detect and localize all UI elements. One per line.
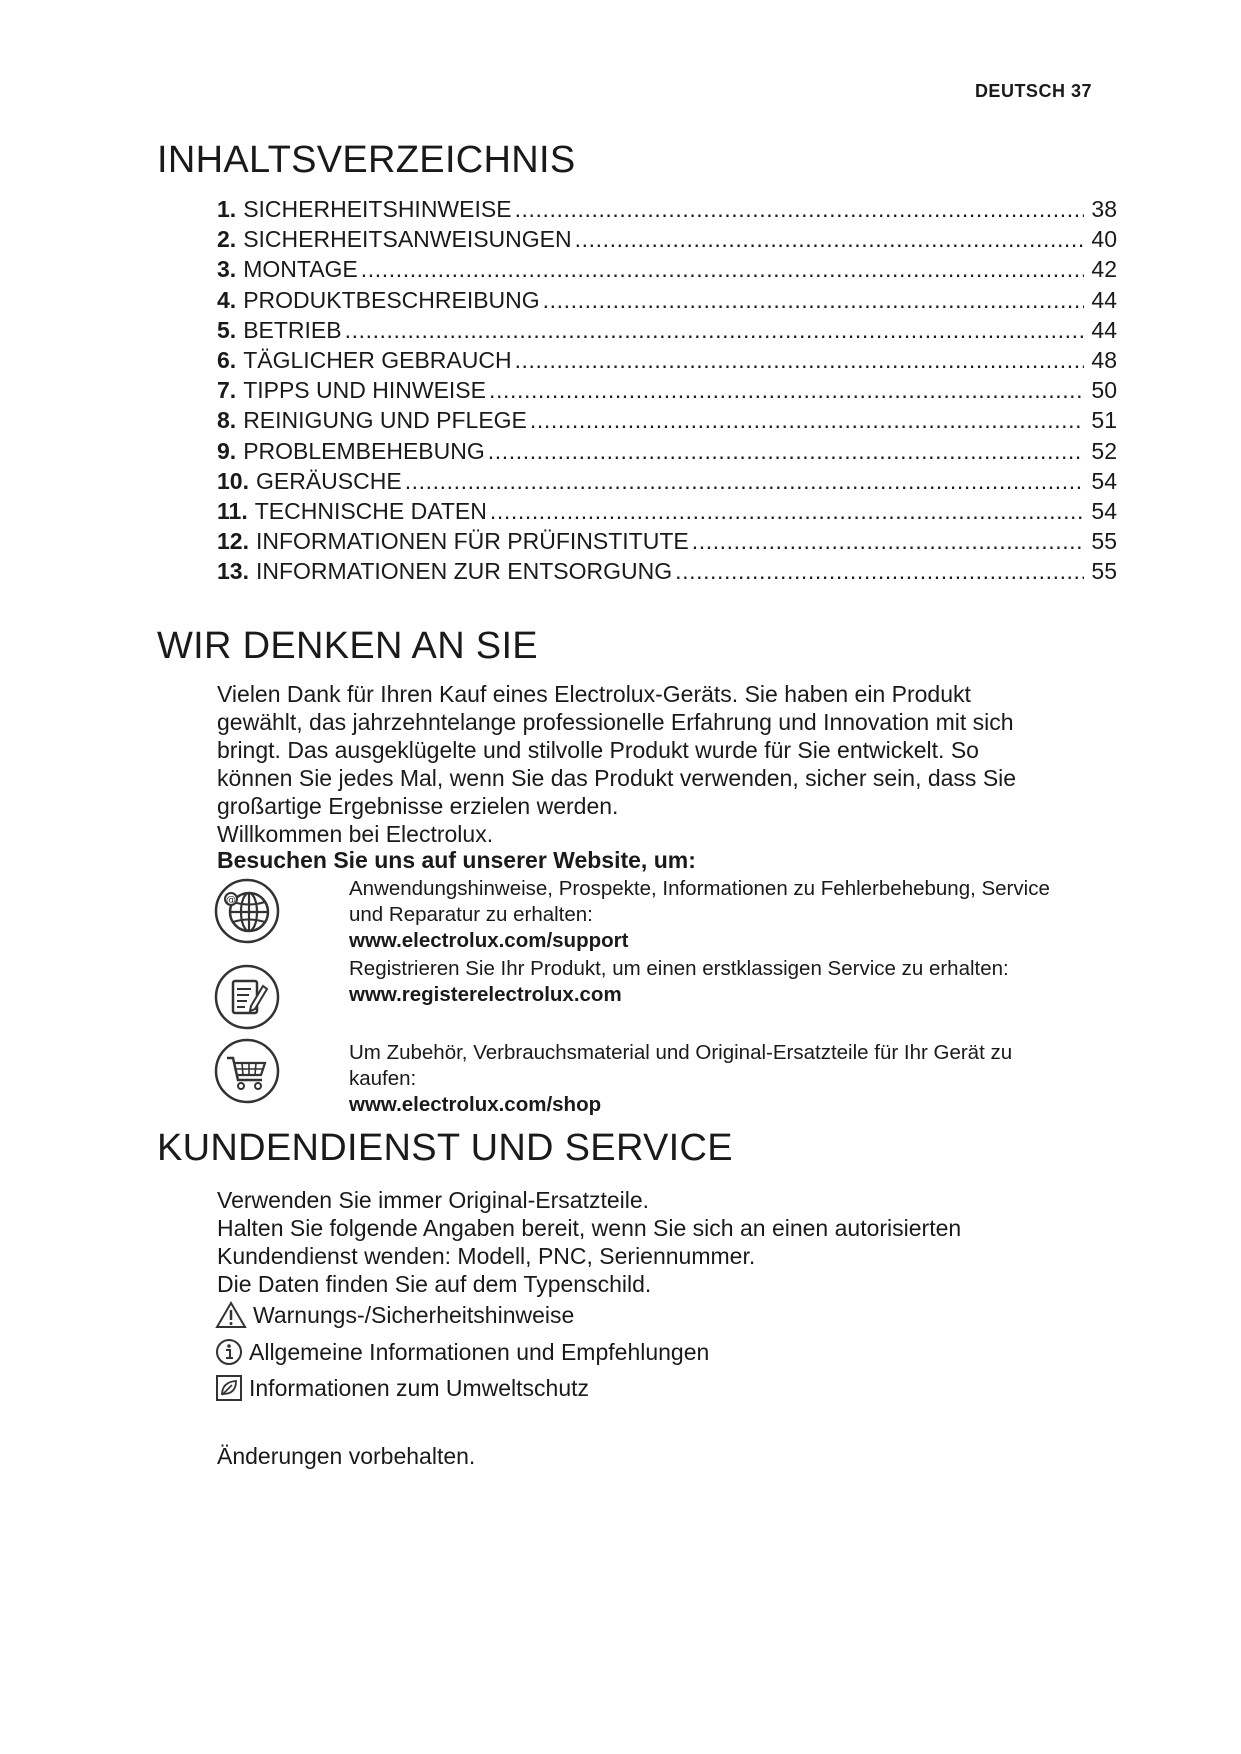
register-url[interactable]: www.registerelectrolux.com — [349, 983, 622, 1006]
header-language: DEUTSCH — [974, 81, 1066, 101]
toc-leader-dots — [675, 558, 1084, 585]
toc-entry-number: 9. — [217, 437, 237, 464]
toc-entry-number: 6. — [217, 346, 237, 373]
welcome-line: gewählt, das jahrzehntelange professionelle Erfahrung und Innovation mit sich — [217, 709, 1014, 735]
service-line: Verwenden Sie immer Original-Ersatzteile. — [217, 1187, 650, 1213]
service-title: KUNDENDIENST UND SERVICE — [157, 1127, 733, 1169]
toc-entry[interactable] — [217, 528, 1117, 558]
welcome-line: bringt. Das ausgeklügelte und stilvolle Produkt wurde für Sie entwickelt. So — [217, 737, 979, 763]
toc-entry-number: 11. — [217, 497, 248, 524]
legend-warning — [215, 1301, 574, 1329]
toc-leader-dots — [692, 528, 1084, 555]
toc-entry[interactable] — [217, 196, 1117, 226]
toc-entry-label: SICHERHEITSANWEISUNGEN — [243, 226, 572, 253]
footnote: Änderungen vorbehalten. — [217, 1443, 476, 1469]
shop-link-text — [349, 1040, 1241, 1118]
toc-entry-page: 55 — [1091, 528, 1117, 555]
toc-entry-page: 55 — [1091, 558, 1117, 585]
welcome-line: großartige Ergebnisse erzielen werden. — [217, 793, 619, 819]
svg-text:@: @ — [226, 895, 236, 906]
toc-entry-page: 54 — [1091, 497, 1117, 524]
toc-entry[interactable] — [217, 256, 1117, 286]
toc-entry-page: 52 — [1091, 437, 1117, 464]
info-icon — [215, 1338, 243, 1366]
welcome-line: Willkommen bei Electrolux. — [217, 821, 494, 847]
service-paragraph — [217, 1186, 1117, 1298]
toc-entry-label: PRODUKTBESCHREIBUNG — [243, 286, 540, 313]
toc-entry-label: INFORMATIONEN FÜR PRÜFINSTITUTE — [255, 528, 689, 555]
support-link-line2: und Reparatur zu erhalten: — [349, 903, 593, 926]
toc-leader-dots — [543, 287, 1084, 314]
toc-entry-label: BETRIEB — [243, 316, 342, 343]
service-line: Halten Sie folgende Angaben bereit, wenn Sie sich an einen autorisierten — [217, 1215, 962, 1241]
shop-link-line1: Um Zubehör, Verbrauchsmaterial und Original-Ersatzteile für Ihr Gerät zu — [349, 1041, 1013, 1064]
toc-leader-dots — [361, 256, 1084, 283]
service-line: Kundendienst wenden: Modell, PNC, Seriennummer. — [217, 1243, 756, 1269]
toc-entry-number: 10. — [217, 467, 249, 494]
support-link-text — [349, 876, 1241, 954]
toc-entry[interactable] — [217, 287, 1117, 317]
toc-entry-page: 40 — [1091, 226, 1117, 253]
toc-entry-page: 50 — [1091, 377, 1117, 404]
legend-warning-label: Warnungs-/Sicherheitshinweise — [253, 1301, 575, 1328]
page-header — [975, 81, 1092, 102]
service-line: Die Daten finden Sie auf dem Typenschild. — [217, 1271, 652, 1297]
toc-leader-dots — [515, 347, 1084, 374]
environment-icon — [215, 1374, 243, 1402]
legend-environment — [215, 1374, 589, 1402]
welcome-paragraph — [217, 680, 1117, 848]
toc-title: INHALTSVERZEICHNIS — [157, 139, 576, 181]
toc-entry-label: MONTAGE — [243, 256, 358, 283]
legend-info — [215, 1338, 709, 1366]
toc-entry-number: 8. — [217, 407, 237, 434]
toc-entry[interactable] — [217, 407, 1117, 437]
toc-entry-label: TECHNISCHE DATEN — [254, 497, 487, 524]
toc-entry[interactable] — [217, 498, 1117, 528]
welcome-line: Vielen Dank für Ihren Kauf eines Electrolux-Geräts. Sie haben ein Produkt — [217, 681, 971, 707]
toc-entry-label: PROBLEMBEHEBUNG — [243, 437, 485, 464]
toc-entry-number: 13. — [217, 558, 249, 585]
toc-leader-dots — [489, 377, 1084, 404]
toc-entry[interactable] — [217, 226, 1117, 256]
toc-entry-number: 1. — [217, 196, 237, 222]
globe-icon — [214, 878, 280, 944]
toc-leader-dots — [575, 226, 1084, 253]
table-of-contents — [217, 196, 1117, 588]
legend-info-label: Allgemeine Informationen und Empfehlungen — [249, 1338, 710, 1365]
toc-entry[interactable] — [217, 317, 1117, 347]
toc-entry-label: SICHERHEITSHINWEISE — [243, 196, 512, 222]
toc-leader-dots — [488, 438, 1084, 465]
shop-link-line2: kaufen: — [349, 1067, 417, 1090]
toc-leader-dots — [490, 498, 1084, 525]
toc-entry[interactable] — [217, 377, 1117, 407]
toc-entry-label: TÄGLICHER GEBRAUCH — [243, 346, 512, 373]
toc-entry-label: REINIGUNG UND PFLEGE — [243, 407, 527, 434]
toc-entry-number: 12. — [217, 528, 249, 555]
welcome-title: WIR DENKEN AN SIE — [157, 625, 538, 667]
toc-entry-page: 51 — [1091, 407, 1117, 434]
toc-entry-number: 4. — [217, 286, 237, 313]
toc-leader-dots — [345, 317, 1084, 344]
toc-entry-number: 2. — [217, 226, 237, 253]
toc-entry-page: 54 — [1091, 467, 1117, 494]
shop-url[interactable]: www.electrolux.com/shop — [349, 1093, 602, 1116]
toc-leader-dots — [405, 468, 1084, 495]
toc-entry[interactable] — [217, 438, 1117, 468]
register-icon — [214, 964, 280, 1030]
toc-entry-number: 3. — [217, 256, 237, 283]
visit-heading: Besuchen Sie uns auf unserer Website, um: — [217, 847, 696, 873]
toc-entry-label: TIPPS UND HINWEISE — [243, 377, 486, 404]
register-link-text — [349, 956, 1241, 1008]
register-link-line1: Registrieren Sie Ihr Produkt, um einen erstklassigen Service zu erhalten: — [349, 957, 1009, 980]
header-page-number: 37 — [1070, 81, 1092, 101]
toc-entry-number: 7. — [217, 377, 237, 404]
cart-icon — [214, 1038, 280, 1104]
legend-environment-label: Informationen zum Umweltschutz — [249, 1374, 590, 1401]
toc-entry-page: 44 — [1091, 286, 1117, 313]
warning-icon — [215, 1301, 247, 1329]
toc-entry-number: 5. — [217, 316, 237, 343]
toc-leader-dots — [530, 407, 1084, 434]
toc-entry[interactable] — [217, 347, 1117, 377]
toc-entry-label: GERÄUSCHE — [255, 467, 402, 494]
support-link-line1: Anwendungshinweise, Prospekte, Informationen zu Fehlerbehebung, Service — [349, 877, 1050, 900]
toc-entry-page: 44 — [1091, 316, 1117, 343]
support-url[interactable]: www.electrolux.com/support — [349, 929, 629, 952]
welcome-line: können Sie jedes Mal, wenn Sie das Produkt verwenden, sicher sein, dass Sie — [217, 765, 1017, 791]
toc-entry[interactable] — [217, 468, 1117, 498]
toc-entry-label: INFORMATIONEN ZUR ENTSORGUNG — [255, 558, 673, 585]
toc-entry-page: 48 — [1091, 346, 1117, 373]
toc-entry-page: 38 — [1091, 196, 1117, 222]
toc-entry-page: 42 — [1091, 256, 1117, 283]
toc-leader-dots — [515, 196, 1084, 223]
toc-entry[interactable] — [217, 558, 1117, 588]
